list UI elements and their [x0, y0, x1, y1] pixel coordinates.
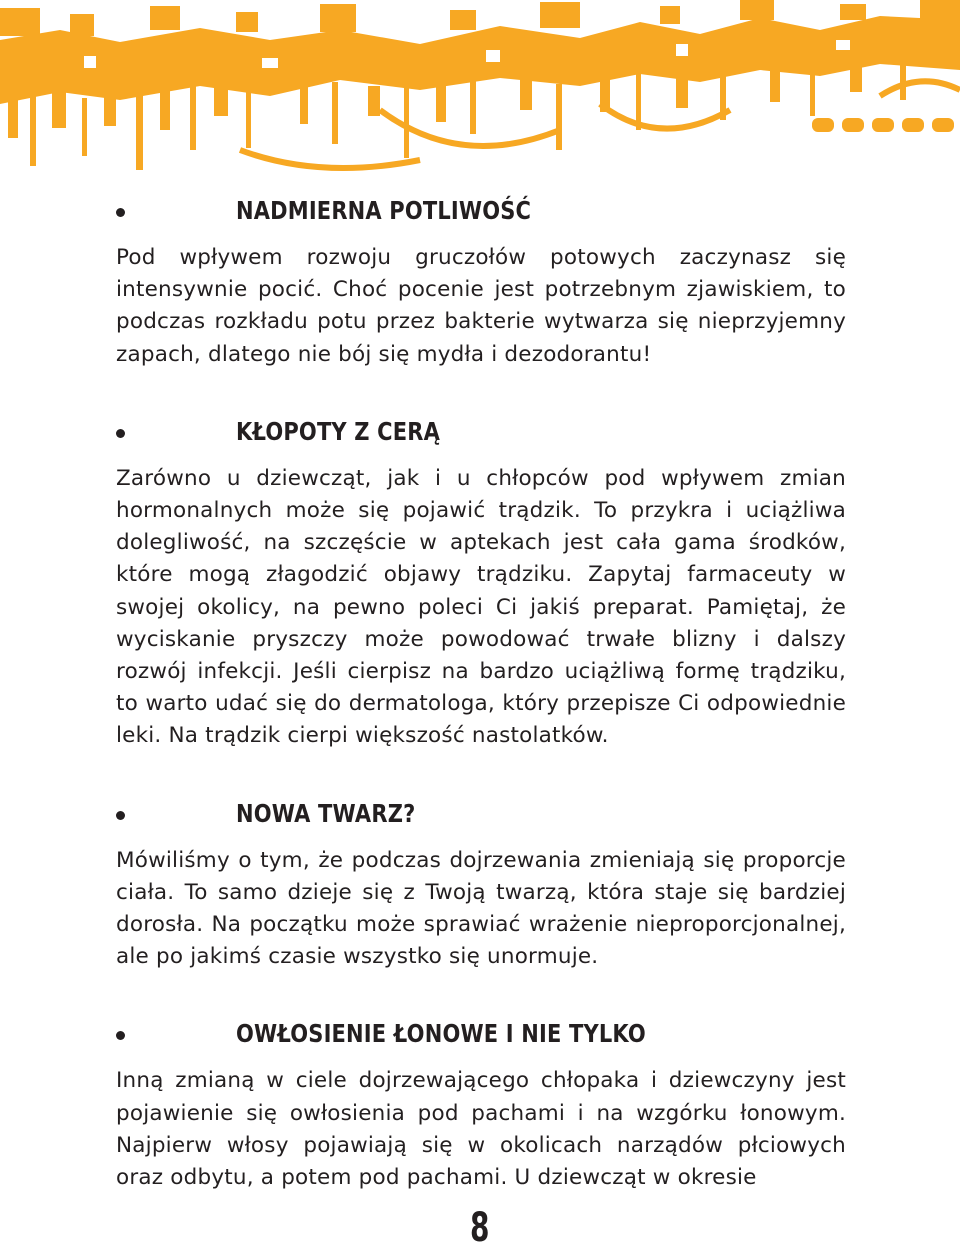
section-heading-row	[116, 793, 846, 845]
section-heading: KŁOPOTY Z CERĄ	[236, 416, 441, 446]
section-skin	[116, 411, 846, 753]
section-heading: NADMIERNA POTLIWOŚĆ	[236, 196, 532, 225]
section-paragraph: Pod wpływem rozwoju gruczołów potowych zaczynasz się intensywnie pocić. Choć pocenie jest potrzebnym zjawiskiem, to podczas rozkładu potu przez bakterie wytwarza się nieprzyjemny zapach, dlatego nie bój się mydła i dezodorantu!	[116, 245, 846, 367]
section-heading-row	[116, 1013, 846, 1065]
section-face	[116, 793, 846, 974]
page-number: 8	[470, 1205, 490, 1251]
section-hair	[116, 1013, 846, 1194]
bullet-icon	[116, 1031, 125, 1040]
section-sweating	[116, 190, 846, 371]
section-paragraph: Mówiliśmy o tym, że podczas dojrzewania zmieniają się proporcje ciała. To samo dzieje się z Twoją twarzą, która staje się bardziej dorosła. Na początku może sprawiać wrażenie nieproporcjonalnej, ale po jakimś czasie wszystko się unormuje.	[116, 847, 846, 970]
section-heading-row	[116, 190, 846, 242]
section-paragraph: Zarówno u dziewcząt, jak i u chłopców pod wpływem zmian hormonalnych może się pojawić trądzik. To przykra i uciążliwa dolegliwość, na szczęście w aptekach jest cała gama środków, które mogą złagodzić objawy trądziku. Zapytaj farmaceuty w swojej okolicy, na pewno poleci Ci jakiś preparat. Pamiętaj, że wyciskanie pryszczy może powodować trwałe blizny i dalszy rozwój infekcji. Jeśli cierpisz na bardzo uciążliwą formę trądziku, to warto udać się do dermatologa, który przepisze Ci odpowiednie leki. Na trądzik cierpi większość nastolatków.	[116, 465, 846, 749]
section-heading: NOWA TWARZ?	[236, 798, 416, 828]
article-body	[116, 190, 846, 1194]
bullet-icon	[116, 429, 125, 438]
section-paragraph: Inną zmianą w ciele dojrzewającego chłopaka i dziewczyny jest pojawienie się owłosienia pod pachami i na wzgórku łonowym. Najpierw włosy pojawiają się w okolicach narządów płciowych oraz odbytu, a potem pod pachami. U dziewcząt w okresie	[116, 1068, 846, 1191]
decorative-header-illustration	[0, 0, 960, 190]
bullet-icon	[116, 811, 125, 820]
section-heading: OWŁOSIENIE ŁONOWE I NIE TYLKO	[236, 1019, 646, 1049]
section-heading-row	[116, 411, 846, 463]
bullet-icon	[116, 208, 125, 217]
